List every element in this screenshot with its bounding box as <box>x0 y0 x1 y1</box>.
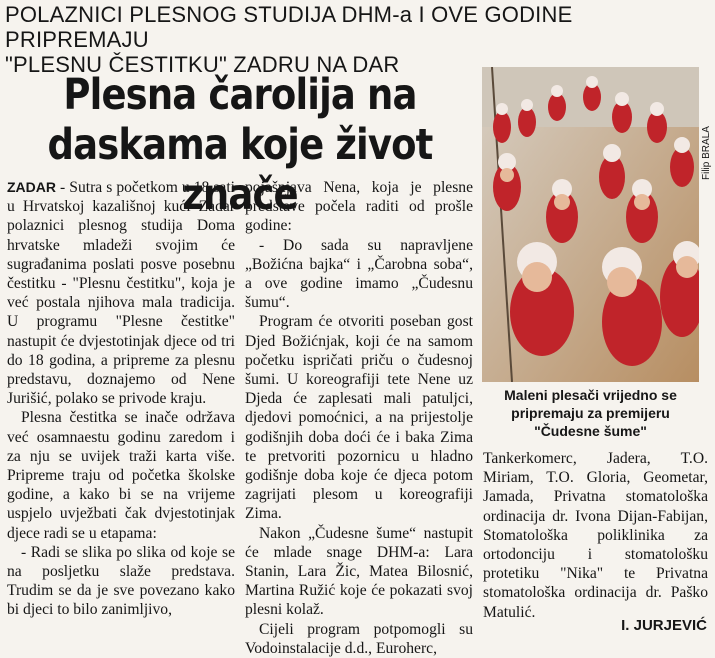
caption-line-2: pripremaju za premijeru <box>511 405 670 421</box>
dateline: ZADAR <box>7 179 56 195</box>
caption-line-1: Maleni plesači vrijedno se <box>504 387 677 403</box>
kicker-line-1: POLAZNICI PLESNOG STUDIJA DHM-a I OVE GODINE PRIPREMAJU <box>5 2 573 52</box>
paragraph-3: - Radi se slika po slika od koje se na posljetku slaže predstava. Trudim se da je sve povezano kako bi djeci to bilo zanimljivo, <box>7 543 235 619</box>
dancers-photo-illustration <box>482 67 699 382</box>
article-column-1 <box>7 178 235 620</box>
paragraph-7: Nakon „Čudesne šume“ nastupit će mlade snage DHM-a: Lara Stanin, Lara Žic, Matea Bilosnić, Martina Ružić koje će pokazati svoj plesni kolaž. <box>245 524 473 619</box>
photo-credit: Filip BRALA <box>701 126 712 180</box>
kicker <box>5 2 705 77</box>
photo-caption <box>482 386 699 440</box>
paragraph-5: - Do sada su napravljene „Božićna bajka“ i „Čarobna soba“, a ove godine imamo „Čudesnu šumu“. <box>245 236 473 312</box>
article-photo <box>482 67 699 382</box>
paragraph-4: pojašnjava Nena, koja je plesne predstave počela raditi od prošle godine: <box>245 179 473 235</box>
byline: I. JURJEVIĆ <box>621 617 707 634</box>
caption-line-3: "Čudesne šume" <box>534 423 647 439</box>
headline-line-2: daskama koje život znače <box>47 120 433 220</box>
article-column-3 <box>483 449 708 622</box>
lead-paragraph <box>7 178 235 408</box>
paragraph-9: Tankerkomerc, Jadera, T.O. Miriam, T.O. Gloria, Geometar, Jamada, Privatna stomatološka ordinacija dr. Ivona Dijan-Fabijan, Stomatološka poliklinika za ortodonciju i stomatološku protetiku "Nika" te Privatna stomatološka ordinacija dr. Paško Matulić. <box>483 450 708 621</box>
article-column-2 <box>245 178 473 658</box>
kicker-line-2: "PLESNU ČESTITKU" ZADRU NA DAR <box>5 52 400 77</box>
paragraph-6: Program će otvoriti poseban gost Djed Božićnjak, koji će na samom početku ispričati priču o čudesnoj šumi. U koreografiji tete Nene uz Djeda će zaplesati mali patuljci, djedovi pomoćnici, a na prijestolje godišnjih doba doći će i baka Zima te pretvoriti pozornicu u hladno godišnje doba koje će djeca potom zagrijati plesom u koreografiji Zima. <box>245 313 473 523</box>
paragraph-8: Cijeli program potpomogli su Vodoinstalacije d.d., Euroherc, <box>245 620 473 657</box>
headline-line-1: Plesna čarolija na <box>63 70 417 120</box>
paragraph-1: - Sutra s početkom u 18 sati u Hrvatskoj kazališnoj kući Zadar polaznici plesnog studija Doma hrvatske mladeži svojim će sugrađanima poslati posve posebnu čestitku - "Plesnu čestitku", koja je već postala njihova mala tradicija. U programu "Plesne čestitke" nastupit će dvjestotinjak djece od tri do 18 godina, a pripreme za plesnu predstavu, doznajemo od Nene Jurišić, polako se privode kraju. <box>7 179 235 408</box>
paragraph-2: Plesna čestitka se inače održava već osamnaestu godinu zaredom i za nju se uvijek traži karta više. Pripreme traju od početka školske godine, a kako bi se na vrijeme uspjelo uvježbati čak dvjestotinjak djece radi se u etapama: <box>7 409 235 542</box>
